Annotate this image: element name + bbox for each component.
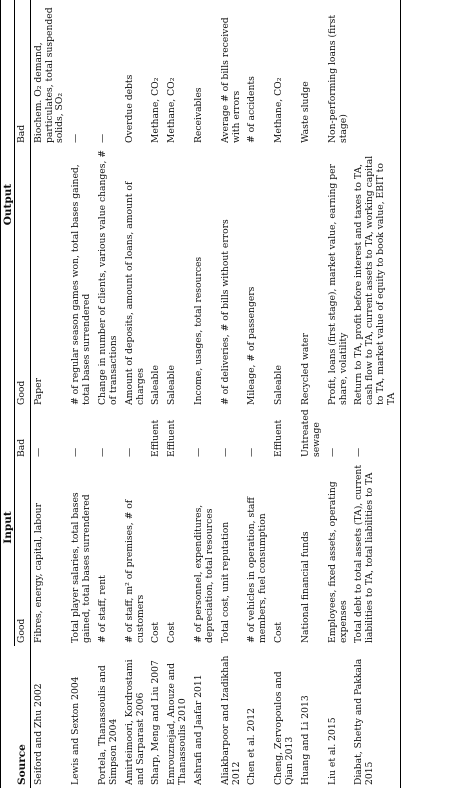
cell-source: Chen et al. 2012	[246, 708, 258, 785]
header-source: Source	[1, 646, 31, 788]
cell-input-bad: —	[193, 447, 205, 457]
table-row	[192, 0, 219, 788]
cell-input-good: Total player salaries, total bases gained, total bases surrendered	[70, 492, 93, 643]
cell-input-good: Cost	[150, 622, 162, 643]
header-input: Input	[1, 408, 15, 646]
table-row	[165, 0, 192, 788]
cell-source: Amirteimoori, Kordrostami and Sarparast 2006	[123, 659, 146, 785]
cell-output-bad: Waste sludge	[299, 81, 311, 143]
cell-source: Emrouznejad, Anouze and Thanassoulis 2010	[166, 663, 189, 785]
cell-output-bad	[352, 0, 401, 146]
table-row	[31, 0, 69, 788]
header-input-good: Good	[16, 618, 28, 643]
table-row	[69, 0, 96, 788]
table-row	[352, 0, 401, 788]
cell-output-bad: —	[97, 133, 109, 143]
cell-output-good: Mileage, # of passengers	[246, 286, 258, 405]
cell-input-bad: —	[326, 447, 338, 457]
table-row	[96, 0, 123, 788]
table-row	[218, 0, 245, 788]
cell-output-good: Amount of deposits, amount of loans, amount of charges	[123, 181, 146, 405]
cell-output-good: Recycled water	[299, 333, 311, 405]
cell-output-bad: Methane, CO₂	[150, 77, 162, 143]
cell-source: Seiford and Zhu 2002	[31, 646, 69, 788]
cell-input-bad: Effluent	[273, 419, 285, 457]
header-output-bad: Bad	[16, 124, 28, 143]
cell-input-bad: —	[246, 447, 258, 457]
cell-input-bad: —	[352, 408, 401, 460]
cell-output-good: # of deliveries, # of bills without errors	[219, 219, 231, 405]
cell-input-good: # of staff, m² of premises, # of customers	[123, 499, 146, 643]
cell-output-bad: Methane, CO₂	[273, 77, 285, 143]
cell-output-bad: # of accidents	[246, 76, 258, 143]
cell-output-good: Saleable	[273, 365, 285, 405]
cell-input-bad: —	[31, 408, 69, 460]
cell-source: Cheng, Zervopoulos and Qian 2013	[273, 671, 296, 785]
table-row	[298, 0, 325, 788]
table-row	[272, 0, 299, 788]
table-row	[149, 0, 165, 788]
cell-source: Sharp, Meng and Liu 2007	[150, 660, 162, 785]
cell-input-bad: —	[97, 447, 109, 457]
cell-input-good: # of vehicles in operation, staff members, fuel consumption	[246, 497, 269, 643]
header-output: Output	[1, 0, 15, 408]
cell-output-good: Profit, loans (first stage), market value, earning per share, volatility	[326, 164, 349, 405]
cell-input-good: Total debt to total assets (TA), current liabilities to TA, total liabilities to TA	[352, 460, 401, 646]
cell-output-bad: Receivables	[193, 87, 205, 143]
table-body	[31, 0, 401, 788]
table-row	[122, 0, 149, 788]
cell-input-bad: Effluent	[166, 419, 178, 457]
cell-output-good: Saleable	[150, 365, 162, 405]
table-row	[245, 0, 272, 788]
cell-source: Ashrafi and Jaafar 2011	[193, 674, 205, 785]
cell-input-good: Fibres, energy, capital, labour	[31, 460, 69, 646]
cell-input-bad: —	[219, 447, 231, 457]
cell-input-good: Employees, fixed assets, operating expenses	[326, 481, 349, 643]
cell-output-bad: Average # of bills received with errors	[219, 17, 242, 143]
cell-input-good: Total cost, unit reputation	[219, 521, 231, 643]
cell-input-good: Cost	[273, 622, 285, 643]
cell-output-bad: Non-performing loans (first stage)	[326, 14, 349, 143]
cell-output-bad: Methane, CO₂	[166, 77, 178, 143]
cell-source: Lewis and Sexton 2004	[70, 676, 82, 785]
cell-input-bad: Effluent	[150, 419, 162, 457]
cell-source: Aliakbarpoor and Izadikhah 2012	[219, 655, 242, 785]
cell-output-bad: Biochem. O₂ demand, particulates, total suspended solids, SO₂	[31, 0, 69, 146]
cell-input-bad: Untreated sewage	[299, 409, 322, 457]
cell-input-good: Cost	[166, 622, 178, 643]
header-output-good: Good	[16, 380, 28, 405]
cell-source: Diabat, Shetty and Pakkala 2015	[352, 646, 401, 788]
cell-output-good: Change in number of clients, various value changes, # of transactions	[97, 149, 119, 405]
cell-input-good: # of personnel, expenditures, depreciation, total resources	[193, 504, 215, 643]
cell-output-good: # of regular season games won, total bases gained, total bases surrendered	[70, 164, 93, 405]
table-row	[325, 0, 352, 788]
header-input-bad: Bad	[16, 438, 28, 457]
cell-output-bad: —	[70, 133, 82, 143]
cell-output-good: Income, usages, total resources	[193, 256, 205, 405]
cell-source: Huang and Li 2013	[299, 695, 311, 785]
cell-output-good: Return to TA, profit before interest and taxes to TA, cash flow to TA, current assets to TA, working capital to TA, market value of equity to book value, EBIT to TA	[352, 146, 401, 408]
cell-input-good: National financial funds	[299, 531, 311, 643]
cell-input-good: # of staff, rent	[97, 575, 109, 643]
cell-input-bad: —	[70, 447, 82, 457]
cell-source: Portela, Thanassoulis and Simpson 2004	[97, 665, 119, 785]
cell-source: Liu et al. 2015	[326, 717, 338, 785]
cell-input-bad: —	[123, 447, 135, 457]
cell-output-good: Paper	[31, 146, 69, 408]
cell-output-good: Saleable	[166, 365, 178, 405]
cell-output-bad: Overdue debts	[123, 74, 135, 143]
